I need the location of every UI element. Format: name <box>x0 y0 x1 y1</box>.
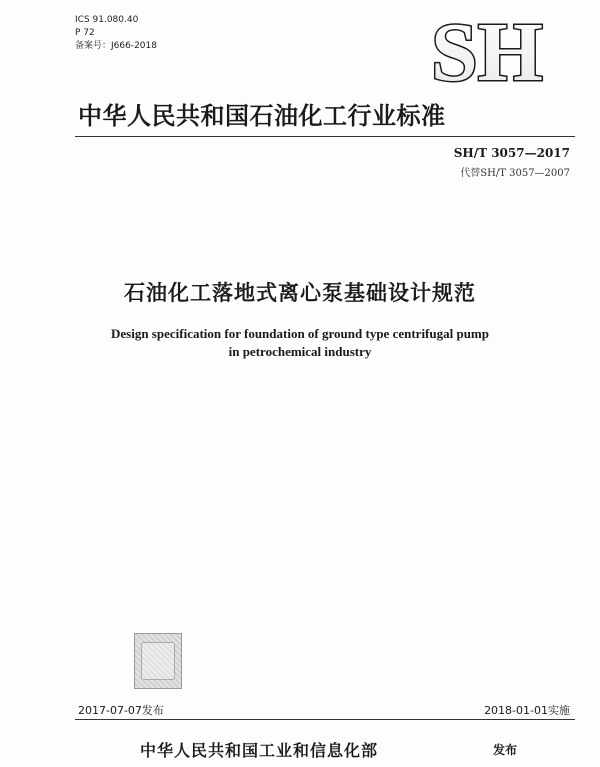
stamp-emblem <box>141 642 175 680</box>
industry-standard-title: 中华人民共和国石油化工行业标准 <box>78 102 446 130</box>
bottom-divider <box>75 719 575 720</box>
replaces-standard: 代替SH/T 3057—2007 <box>460 168 570 179</box>
document-title-chinese: 石油化工落地式离心泵基础设计规范 <box>124 281 476 305</box>
ics-code: ICS 91.080.40 <box>75 15 139 25</box>
standard-number: SH/T 3057—2017 <box>453 146 570 160</box>
top-divider <box>75 136 575 137</box>
issuer-suffix: 发布 <box>493 743 518 757</box>
effective-date: 2018-01-01实施 <box>484 704 570 717</box>
document-title-english-line1: Design specification for foundation of ground type centrifugal pump <box>111 326 489 341</box>
anti-counterfeit-stamp <box>134 633 182 689</box>
issuing-authority: 中华人民共和国工业和信息化部 <box>140 741 379 760</box>
p-code: P 72 <box>75 28 95 38</box>
record-number: 备案号：J666-2018 <box>75 41 157 51</box>
sh-logo <box>425 12 550 90</box>
document-title-english-line2: in petrochemical industry <box>228 344 372 359</box>
sh-logo-text: SH <box>430 12 544 90</box>
issue-date: 2017-07-07发布 <box>78 704 164 717</box>
